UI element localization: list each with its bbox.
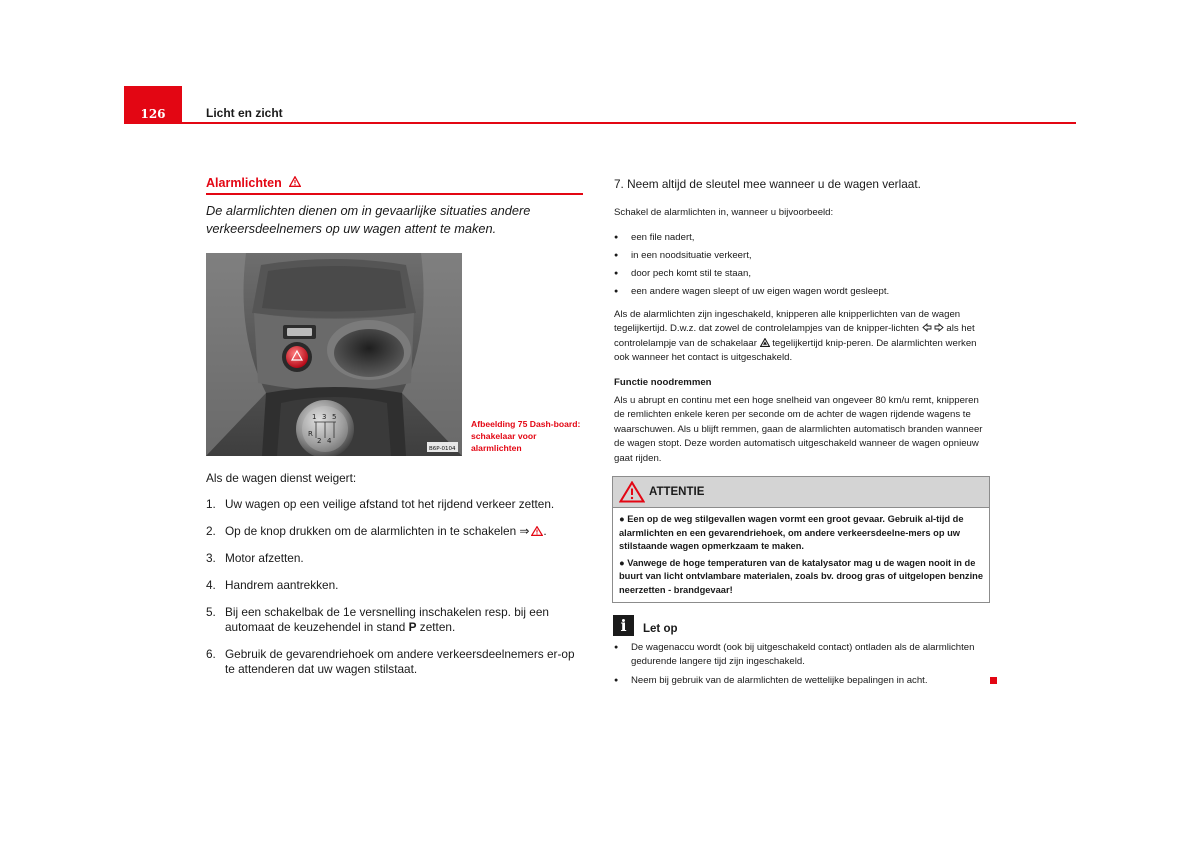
section-intro: De alarmlichten dienen om in gevaarlijke situaties andere verkeersdeelnemers op uw wagen attent te maken. [206, 203, 531, 236]
chapter-title: Licht en zicht [206, 106, 283, 120]
step-number: 6. [206, 647, 216, 661]
situation-list [614, 231, 889, 303]
step-text: zetten. [416, 620, 456, 634]
step-item [206, 551, 586, 566]
step-text: Uw wagen op een veilige afstand tot het rijdend verkeer zetten. [225, 497, 555, 511]
warning-header [613, 477, 989, 508]
emergency-brake-description: Als u abrupt en continu met een hoge snelheid van ongeveer 80 km/u remt, knipperen de remlichten enkele keren per seconde om de achter de wagen rijdende wagens te waarschuwen. Als u blijft remmen, gaan de alarmlichten automatisch branden wanneer de wagen stopt. Deze worden automatisch uitgeschakeld wanneer de wagen opnieuw gaat rijden. [614, 395, 983, 464]
hazard-description [614, 308, 990, 366]
step-number: 5. [206, 605, 216, 619]
step-item [206, 647, 586, 677]
list-item [614, 641, 990, 670]
warning-triangle-icon [529, 524, 543, 538]
list-item: ● een andere wagen sleept of uw eigen wagen wordt gesleept. [614, 285, 889, 299]
bullet-icon: ● [614, 676, 619, 684]
dashboard-figure [206, 253, 462, 456]
gear-label-2: 2 [317, 437, 322, 445]
steps-lead: Als de wagen dienst weigert: [206, 471, 357, 485]
figure-code: B6P-0104 [429, 446, 456, 452]
note-title: Let op [643, 623, 678, 635]
step-number: 4. [206, 578, 216, 592]
warning-box [612, 476, 990, 603]
step-text: Handrem aantrekken. [225, 578, 339, 592]
step-number: 1. [206, 497, 216, 511]
note-text: De wagenaccu wordt (ook bij uitgeschakeld contact) ontladen als de alarmlichten gedurende langere tijd zijn ingeschakeld. [631, 642, 975, 668]
gear-label-3: 3 [322, 413, 327, 421]
list-item: ● een file nadert, [614, 231, 889, 245]
gear-label-r: R [308, 430, 313, 438]
step-item [206, 497, 586, 512]
step-text: Bij een schakelbak de 1e versnelling inschakelen resp. bij een automaat de keuzehendel in stand [225, 605, 549, 634]
section-title-text: Alarmlichten [206, 176, 282, 190]
section-rule [206, 193, 583, 195]
paragraph-text: tegelijkertijd knip-peren. De alarmlichten werken ook wanneer het contact is uitgeschakeld. [614, 337, 977, 364]
list-item: ● door pech komt stil te staan, [614, 267, 889, 281]
figure-caption-label: Afbeelding 75 [471, 419, 528, 429]
warning-item: ● Vanwege de hoge temperaturen van de katalysator mag u de wagen nooit in de buurt van licht ontvlambare materialen, zoals bv. droog gras of uitgelopen benzine neerzetten - brandgevaar! [619, 557, 984, 595]
step-text: Op de knop drukken om de alarmlichten in te schakelen ⇒ [225, 524, 530, 538]
hazard-triangle-icon [760, 338, 770, 349]
turn-signal-icon [922, 323, 944, 334]
info-icon: i [613, 615, 634, 636]
step-item [206, 605, 586, 635]
list-item [614, 674, 990, 688]
step-text-bold: P [408, 620, 417, 634]
bullets-intro: Schakel de alarmlichten in, wanneer u bijvoorbeeld: [614, 207, 834, 218]
gear-label-5: 5 [332, 413, 337, 421]
steps-list [206, 497, 586, 689]
gear-label-4: 4 [327, 437, 332, 445]
section-title [206, 176, 301, 190]
gear-label-1: 1 [312, 413, 317, 421]
header-rule [124, 122, 1076, 124]
warning-body [613, 508, 989, 598]
step-7: 7. Neem altijd de sleutel mee wanneer u de wagen verlaat. [614, 177, 921, 191]
step-number: 2. [206, 524, 216, 538]
paragraph-text: Als de alarmlichten zijn ingeschakeld, knipperen alle knipperlichten van de wagen tegelijkertijd. D.w.z. dat zowel de controlelampjes van de knipper-lichten [614, 309, 961, 335]
step-number: 3. [206, 551, 216, 565]
list-item: ● in een noodsituatie verkeert, [614, 249, 889, 263]
warning-item: ● Een op de weg stilgevallen wagen vormt een groot gevaar. Gebruik al-tijd de alarmlichten en een gevarendriehoek, om andere verkeersdeelne-mers op uw stilstaande wagen opmerkzaam te maken. [619, 514, 964, 552]
figure-caption-text: Dash-board: schakelaar voor alarmlichten [471, 419, 581, 453]
step-item [206, 578, 586, 593]
paragraph-text: als het controlelampje van de schakelaar [614, 323, 975, 349]
subheading: Functie noodremmen [614, 377, 712, 388]
note-list [614, 641, 990, 692]
bullet-icon: ● [614, 644, 619, 651]
step-text: Gebruik de gevarendriehoek om andere verkeersdeelnemers er-op te attenderen dat uw wagen stilstaat. [225, 647, 575, 676]
figure-caption [471, 418, 581, 454]
step-item: 2. Op de knop drukken om de alarmlichten in te schakelen ⇒ . [206, 524, 547, 538]
warning-triangle-icon [289, 176, 301, 190]
note-text: Neem bij gebruik van de alarmlichten de wettelijke bepalingen in acht. [631, 674, 928, 686]
step-text: Motor afzetten. [225, 551, 304, 565]
page-number: 126 [140, 107, 166, 121]
end-of-section-marker [990, 677, 997, 684]
warning-title: ATTENTIE [649, 486, 705, 498]
